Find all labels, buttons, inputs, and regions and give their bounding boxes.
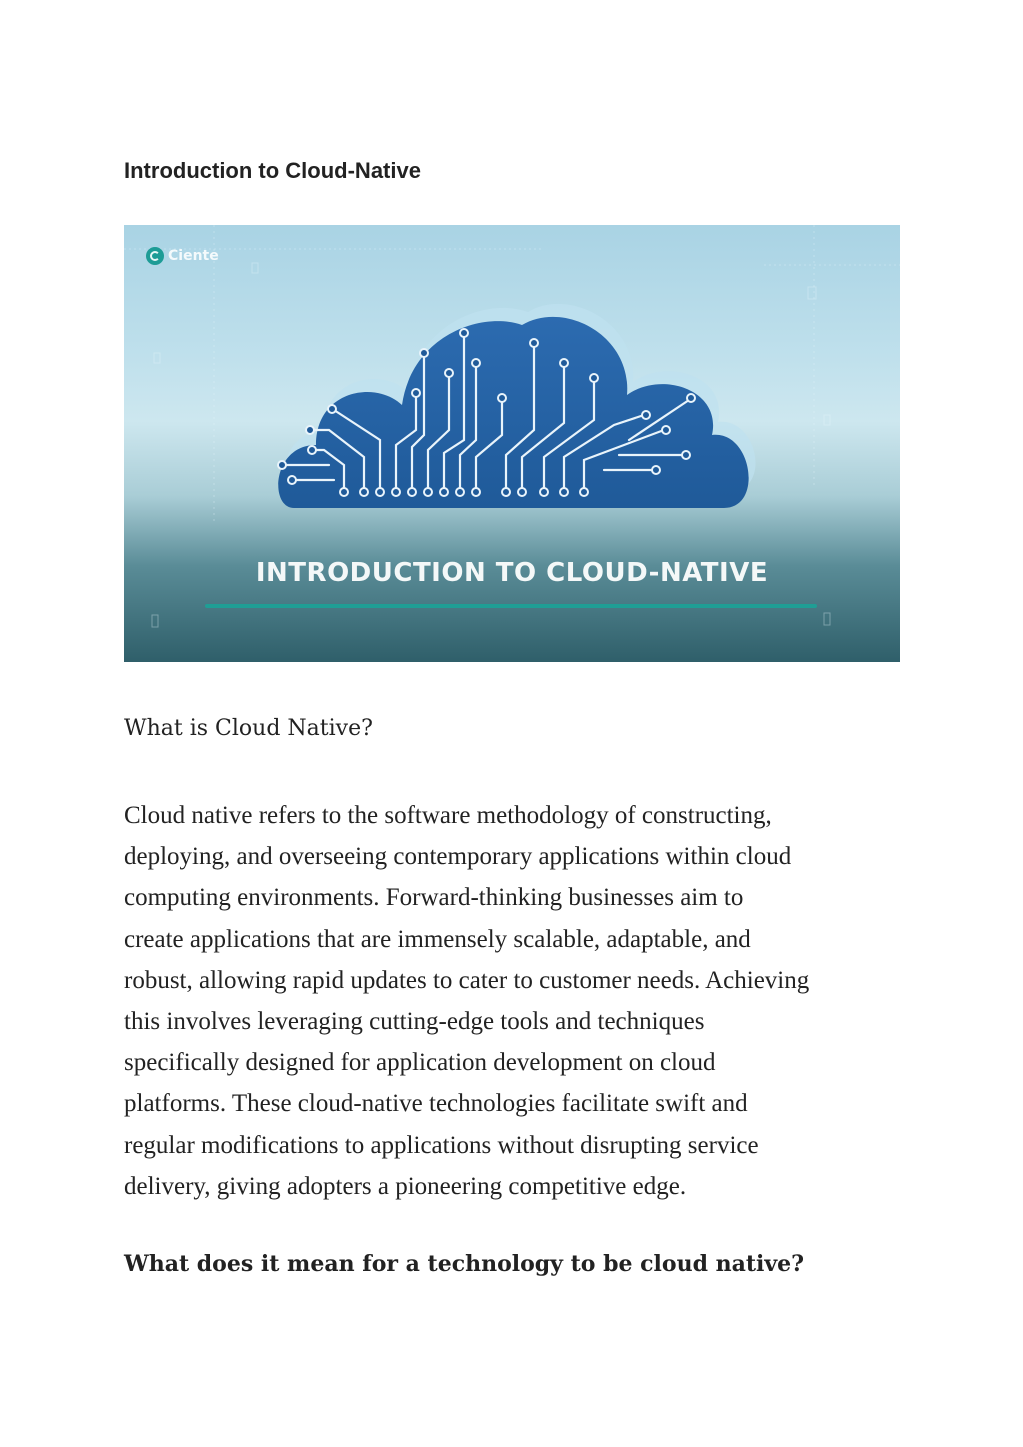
cloud-circuit-illustration xyxy=(124,225,900,662)
paragraph-line: regular modifications to applications without disrupting service xyxy=(124,1131,759,1159)
paragraph-line: create applications that are immensely scalable, adaptable, and xyxy=(124,925,751,953)
paragraph-line: delivery, giving adopters a pioneering competitive edge. xyxy=(124,1172,687,1200)
document-title: Introduction to Cloud-Native xyxy=(124,158,421,183)
body-paragraph xyxy=(124,795,914,1207)
paragraph-line: computing environments. Forward-thinking businesses aim to xyxy=(124,884,744,912)
paragraph-line: specifically designed for application development on cloud xyxy=(124,1049,716,1077)
brand-logo xyxy=(146,247,219,265)
paragraph-line: deploying, and overseeing contemporary applications within cloud xyxy=(124,843,792,871)
paragraph-line: robust, allowing rapid updates to cater to customer needs. Achieving xyxy=(124,966,810,994)
paragraph-line: Cloud native refers to the software methodology of constructing, xyxy=(124,802,772,829)
hero-caption: INTRODUCTION TO CLOUD-NATIVE xyxy=(255,558,769,588)
section-heading: What is Cloud Native? xyxy=(124,716,373,741)
paragraph-line: this involves leveraging cutting-edge tools and techniques xyxy=(124,1008,705,1036)
hero-accent-rule xyxy=(205,604,817,608)
logo-text: Ciente xyxy=(168,248,219,264)
subheading: What does it mean for a technology to be cloud native? xyxy=(124,1251,805,1277)
paragraph-line: platforms. These cloud-native technologies facilitate swift and xyxy=(124,1090,748,1118)
logo-mark-icon xyxy=(146,247,164,265)
hero-image xyxy=(124,225,900,662)
